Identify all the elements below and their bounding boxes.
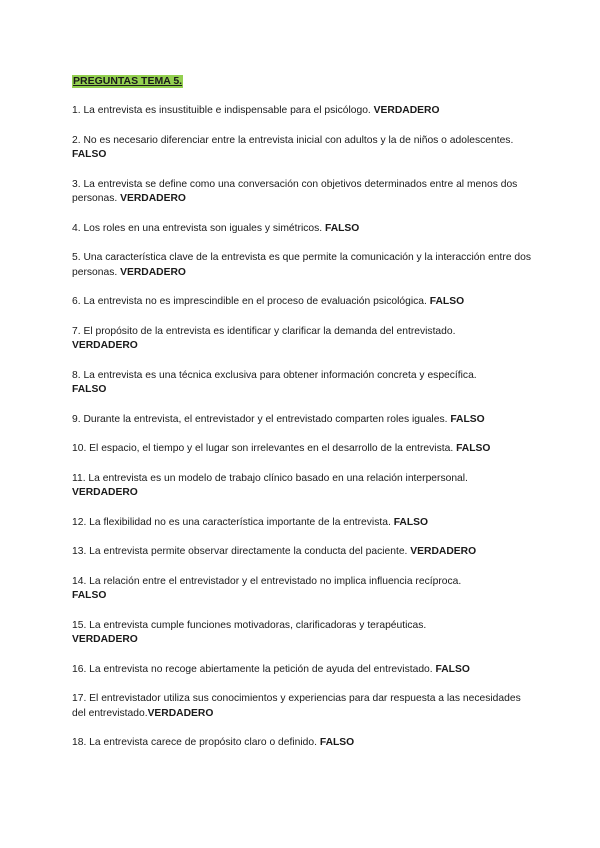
question-text: 14. La relación entre el entrevistador y el entrevistado no implica influencia recíproca. (72, 575, 462, 587)
question-item (72, 663, 532, 678)
question-item (72, 413, 532, 428)
question-item (72, 251, 532, 280)
question-answer: FALSO (324, 222, 360, 234)
question-item (72, 545, 532, 560)
question-answer: FALSO (72, 149, 107, 160)
question-text: 6. La entrevista no es imprescindible en el proceso de evaluación psicológica. (72, 296, 430, 307)
question-answer: VERDADERO (120, 266, 186, 278)
question-text: 11. La entrevista es un modelo de trabajo clínico basado en una relación interpersonal. (72, 472, 468, 484)
question-text: 10. El espacio, el tiempo y el lugar son irrelevantes en el desarrollo de la entrevista. (72, 443, 457, 454)
question-item (72, 472, 532, 501)
question-answer: VERDADERO (120, 193, 186, 204)
question-answer: VERDADERO (410, 546, 477, 557)
question-text: 17. El entrevistador utiliza sus conocimientos y experiencias para dar respuesta a las necesidades del entrevistado. (72, 693, 521, 719)
question-text: 4. Los roles en una entrevista son iguales y simétricos. (72, 222, 325, 234)
question-item (72, 104, 532, 119)
question-item (72, 575, 532, 604)
question-text: 2. No es necesario diferenciar entre la entrevista inicial con adultos y la de niños o adolescentes. (72, 134, 514, 146)
question-answer: FALSO (319, 737, 355, 748)
question-item (72, 178, 532, 207)
question-text: 15. La entrevista cumple funciones motivadoras, clarificadoras y terapéuticas. (72, 619, 427, 631)
question-answer: VERDADERO (72, 340, 138, 351)
question-item (72, 619, 532, 648)
question-answer: VERDADERO (72, 487, 138, 498)
question-item (72, 295, 532, 310)
question-text: 1. La entrevista es insustituible e indispensable para el psicólogo. (72, 105, 374, 116)
question-text: 8. La entrevista es una técnica exclusiva para obtener información concreta y específica. (72, 369, 477, 381)
question-answer: FALSO (456, 443, 491, 454)
question-text: 18. La entrevista carece de propósito claro o definido. (72, 737, 320, 748)
document-title: PREGUNTAS TEMA 5. (73, 75, 183, 87)
question-answer: VERDADERO (72, 634, 138, 645)
question-text: 12. La flexibilidad no es una característica importante de la entrevista. (72, 516, 394, 528)
question-item (72, 736, 532, 751)
question-text: 5. Una característica clave de la entrevista es que permite la comunicación y la interacción entre dos personas. (72, 252, 532, 278)
question-text: 13. La entrevista permite observar directamente la conducta del paciente. (72, 546, 411, 557)
question-text: 7. El propósito de la entrevista es identificar y clarificar la demanda del entrevistado. (72, 325, 456, 337)
document-page (72, 71, 532, 751)
question-answer: VERDADERO (147, 707, 214, 719)
question-item (72, 516, 532, 531)
question-text: 9. Durante la entrevista, el entrevistador y el entrevistado comparten roles iguales. (72, 413, 451, 425)
question-answer: FALSO (450, 413, 485, 425)
question-answer: FALSO (72, 384, 107, 395)
question-item (72, 325, 532, 354)
question-text: 16. La entrevista no recoge abiertamente la petición de ayuda del entrevistado. (72, 663, 436, 675)
question-text: 3. La entrevista se define como una conversación con objetivos determinados entre al menos dos personas. (72, 178, 518, 204)
question-answer: FALSO (429, 296, 465, 307)
question-item (72, 134, 532, 163)
question-answer: FALSO (435, 663, 470, 675)
question-item (72, 222, 532, 237)
question-answer: FALSO (72, 590, 107, 601)
question-item (72, 369, 532, 398)
question-answer: FALSO (393, 516, 429, 528)
question-item (72, 692, 532, 721)
question-answer: VERDADERO (373, 105, 440, 116)
question-item (72, 442, 532, 457)
